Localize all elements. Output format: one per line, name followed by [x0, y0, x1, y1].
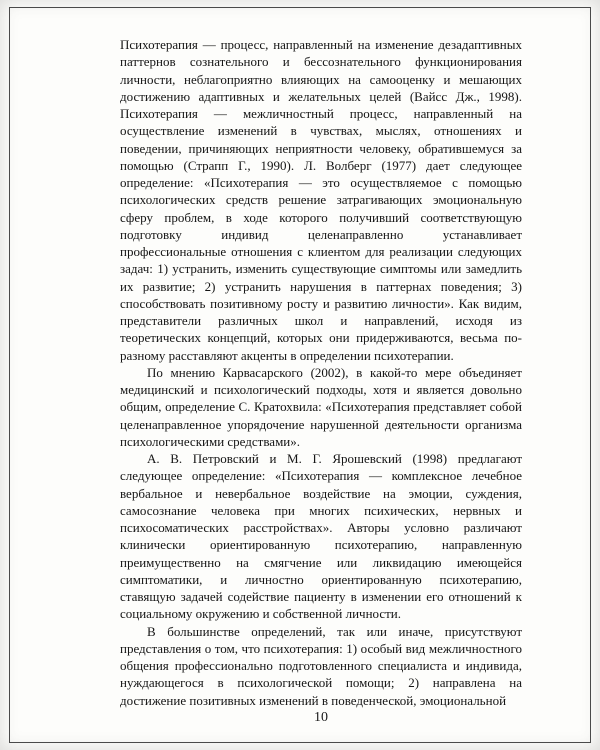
paragraph-3: А. В. Петровский и М. Г. Ярошевский (1998) предлагают следующее определение: «Психотерапия — комплексное лечебное вербальное и невербальное воздействие на эмоции, суждения, самосознание человека при многих психических, нервных и психосоматических расстройствах». Авторы условно различают клинически ориентированную психотерапию, направленную преимущественно на смягчение или ликвидацию имеющейся симптоматики, и личностно ориентированную психотерапию, ставящую задачей содействие пациенту в изменении его отношений к социальному окружению и собственной личности. — [120, 451, 522, 622]
page-number: 10 — [314, 710, 328, 725]
paragraph-2: По мнению Карвасарского (2002), в какой-то мере объединяет медицинский и психологический подходы, хотя и является довольно общим, определение С. Кратохвила: «Психотерапия представляет собой целенаправленное упорядочение нарушенной деятельности организма психологическими средствами». — [120, 364, 522, 449]
paragraph-4: В большинстве определений, так или иначе, присутствуют представления о том, что психотерапия: 1) особый вид межличностного общения профессионально подготовленного специалиста и индивида, нуждающегося в психологической помощи; 2) направлена на достижение позитивных изменений в поведенческой, эмоциональной — [120, 623, 522, 708]
page-text-block — [120, 36, 522, 709]
paragraph-1: Психотерапия — процесс, направленный на изменение дезадаптивных паттернов сознательного и бессознательного функционирования личности, неблагоприятно влияющих на самооценку и мешающих достижению адаптивных и желательных целей (Вайсс Дж., 1998). Психотерапия — межличностный процесс, направленный на осуществление изменений в чувствах, мыслях, отношениях и поведении, причиняющих неприятности человеку, обратившемуся за помощью (Страпп Г., 1990). Л. Волберг (1977) дает следующее определение: «Психотерапия — это осуществляемое с помощью психологических средств решение затрагивающих эмоциональную сферу проблем, в ходе которого получивший соответствующую подготовку индивид целенаправленно устанавливает профессиональные отношения с клиентом для реализации следующих задач: 1) устранить, изменить существующие симптомы или замедлить их развитие; 2) устранить нарушения в паттернах поведения; 3) способствовать позитивному росту и развитию личности». Как видим, представители различных школ и направлений, исходя из теоретических концепций, которых они придерживаются, весьма по-разному расставляют акценты в определении психотерапии. — [120, 37, 522, 363]
